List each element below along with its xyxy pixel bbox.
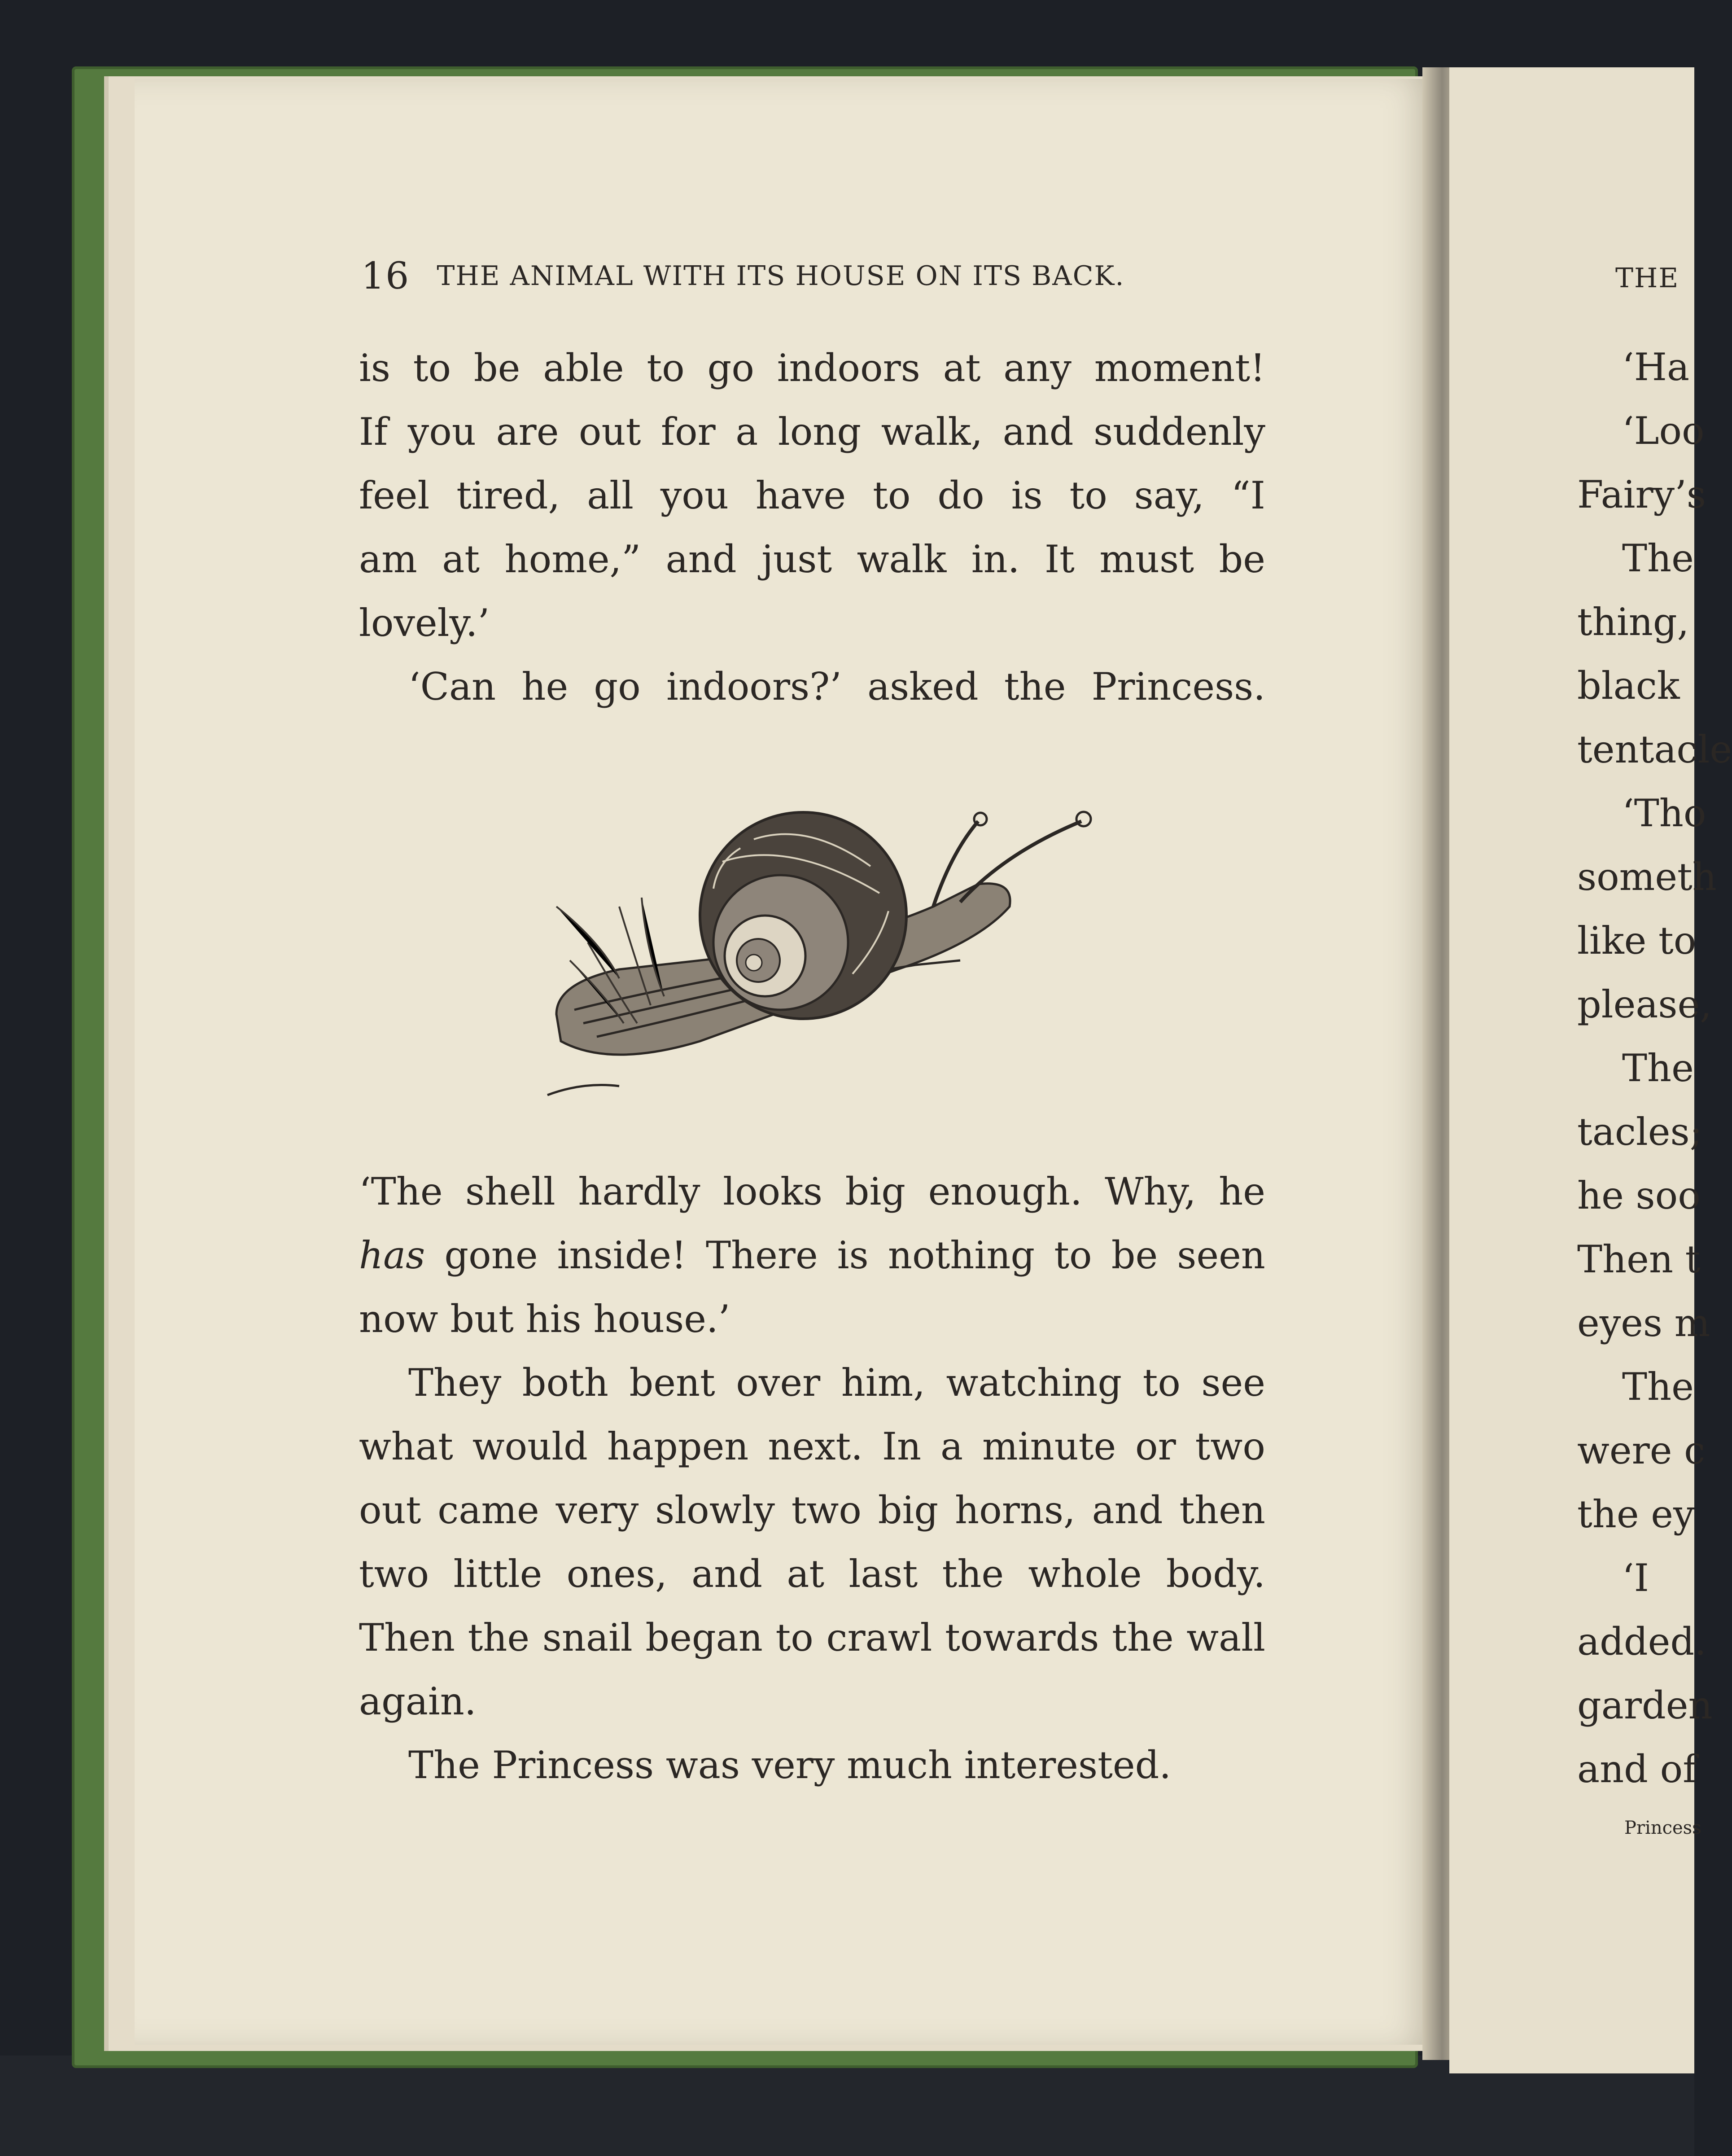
right-text-line: were c (1577, 1429, 1706, 1472)
right-footnote: Princess (1624, 1818, 1701, 1838)
text-line: is to be able to go indoors at any moment! (359, 346, 1265, 390)
right-text-line: The (1622, 536, 1694, 580)
right-text-line: please, (1577, 982, 1712, 1026)
right-running-head: THE (1615, 263, 1680, 294)
book-cloth-background (0, 2055, 1694, 2156)
right-text-line: The (1622, 1365, 1694, 1409)
right-text-line: thing, (1577, 600, 1689, 644)
text-line: what would happen next. In a minute or two (359, 1424, 1265, 1468)
text-line: again. (359, 1679, 477, 1723)
right-text-line: The (1622, 1046, 1694, 1090)
right-text-line: Fairy’s (1577, 473, 1706, 517)
text-line: Then the snail began to crawl towards the wall (359, 1616, 1265, 1660)
right-text-line: tentacle (1577, 727, 1732, 771)
page-number: 16 (361, 254, 410, 298)
right-text-line: and of (1577, 1747, 1697, 1791)
right-text-line: ‘Loo (1622, 409, 1705, 453)
text-line: two little ones, and at last the whole body. (359, 1552, 1265, 1596)
text-line: lovely.’ (359, 601, 490, 645)
running-head (361, 254, 1272, 298)
right-text-line: he soo (1577, 1174, 1701, 1218)
right-text-line: added. (1577, 1620, 1706, 1664)
text-line: feel tired, all you have to do is to say, “I (359, 473, 1265, 517)
text-line: ‘The shell hardly looks big enough. Why, he (359, 1170, 1265, 1214)
right-text-line: someth (1577, 855, 1717, 899)
snail-illustration (529, 772, 1131, 1122)
right-text-line: garden (1577, 1683, 1713, 1727)
right-text-line: ‘Ha (1622, 345, 1690, 389)
right-text-line: eyes m (1577, 1301, 1710, 1345)
text-line: If you are out for a long walk, and suddenly (359, 410, 1265, 454)
text-line: They both bent over him, watching to see (408, 1361, 1265, 1405)
right-text-line: Then t (1577, 1237, 1701, 1281)
text-line: The Princess was very much interested. (408, 1743, 1172, 1787)
text-line: now but his house.’ (359, 1297, 730, 1341)
right-text-line: the ey (1577, 1492, 1695, 1536)
text-line: has gone inside! There is nothing to be seen (359, 1233, 1265, 1277)
text-line: ‘Can he go indoors?’ asked the Princess. (408, 665, 1265, 709)
text-line: out came very slowly two big horns, and then (359, 1488, 1265, 1532)
right-text-line: like to (1577, 919, 1697, 963)
right-text-line: ‘Tho (1622, 791, 1706, 835)
chapter-title: THE ANIMAL WITH ITS HOUSE ON ITS BACK. (437, 260, 1125, 292)
text-line: am at home,” and just walk in. It must be (359, 537, 1265, 581)
right-text-line: ‘I (1622, 1556, 1649, 1600)
right-text-line: tacles; (1577, 1110, 1702, 1154)
right-text-line: black (1577, 664, 1680, 708)
